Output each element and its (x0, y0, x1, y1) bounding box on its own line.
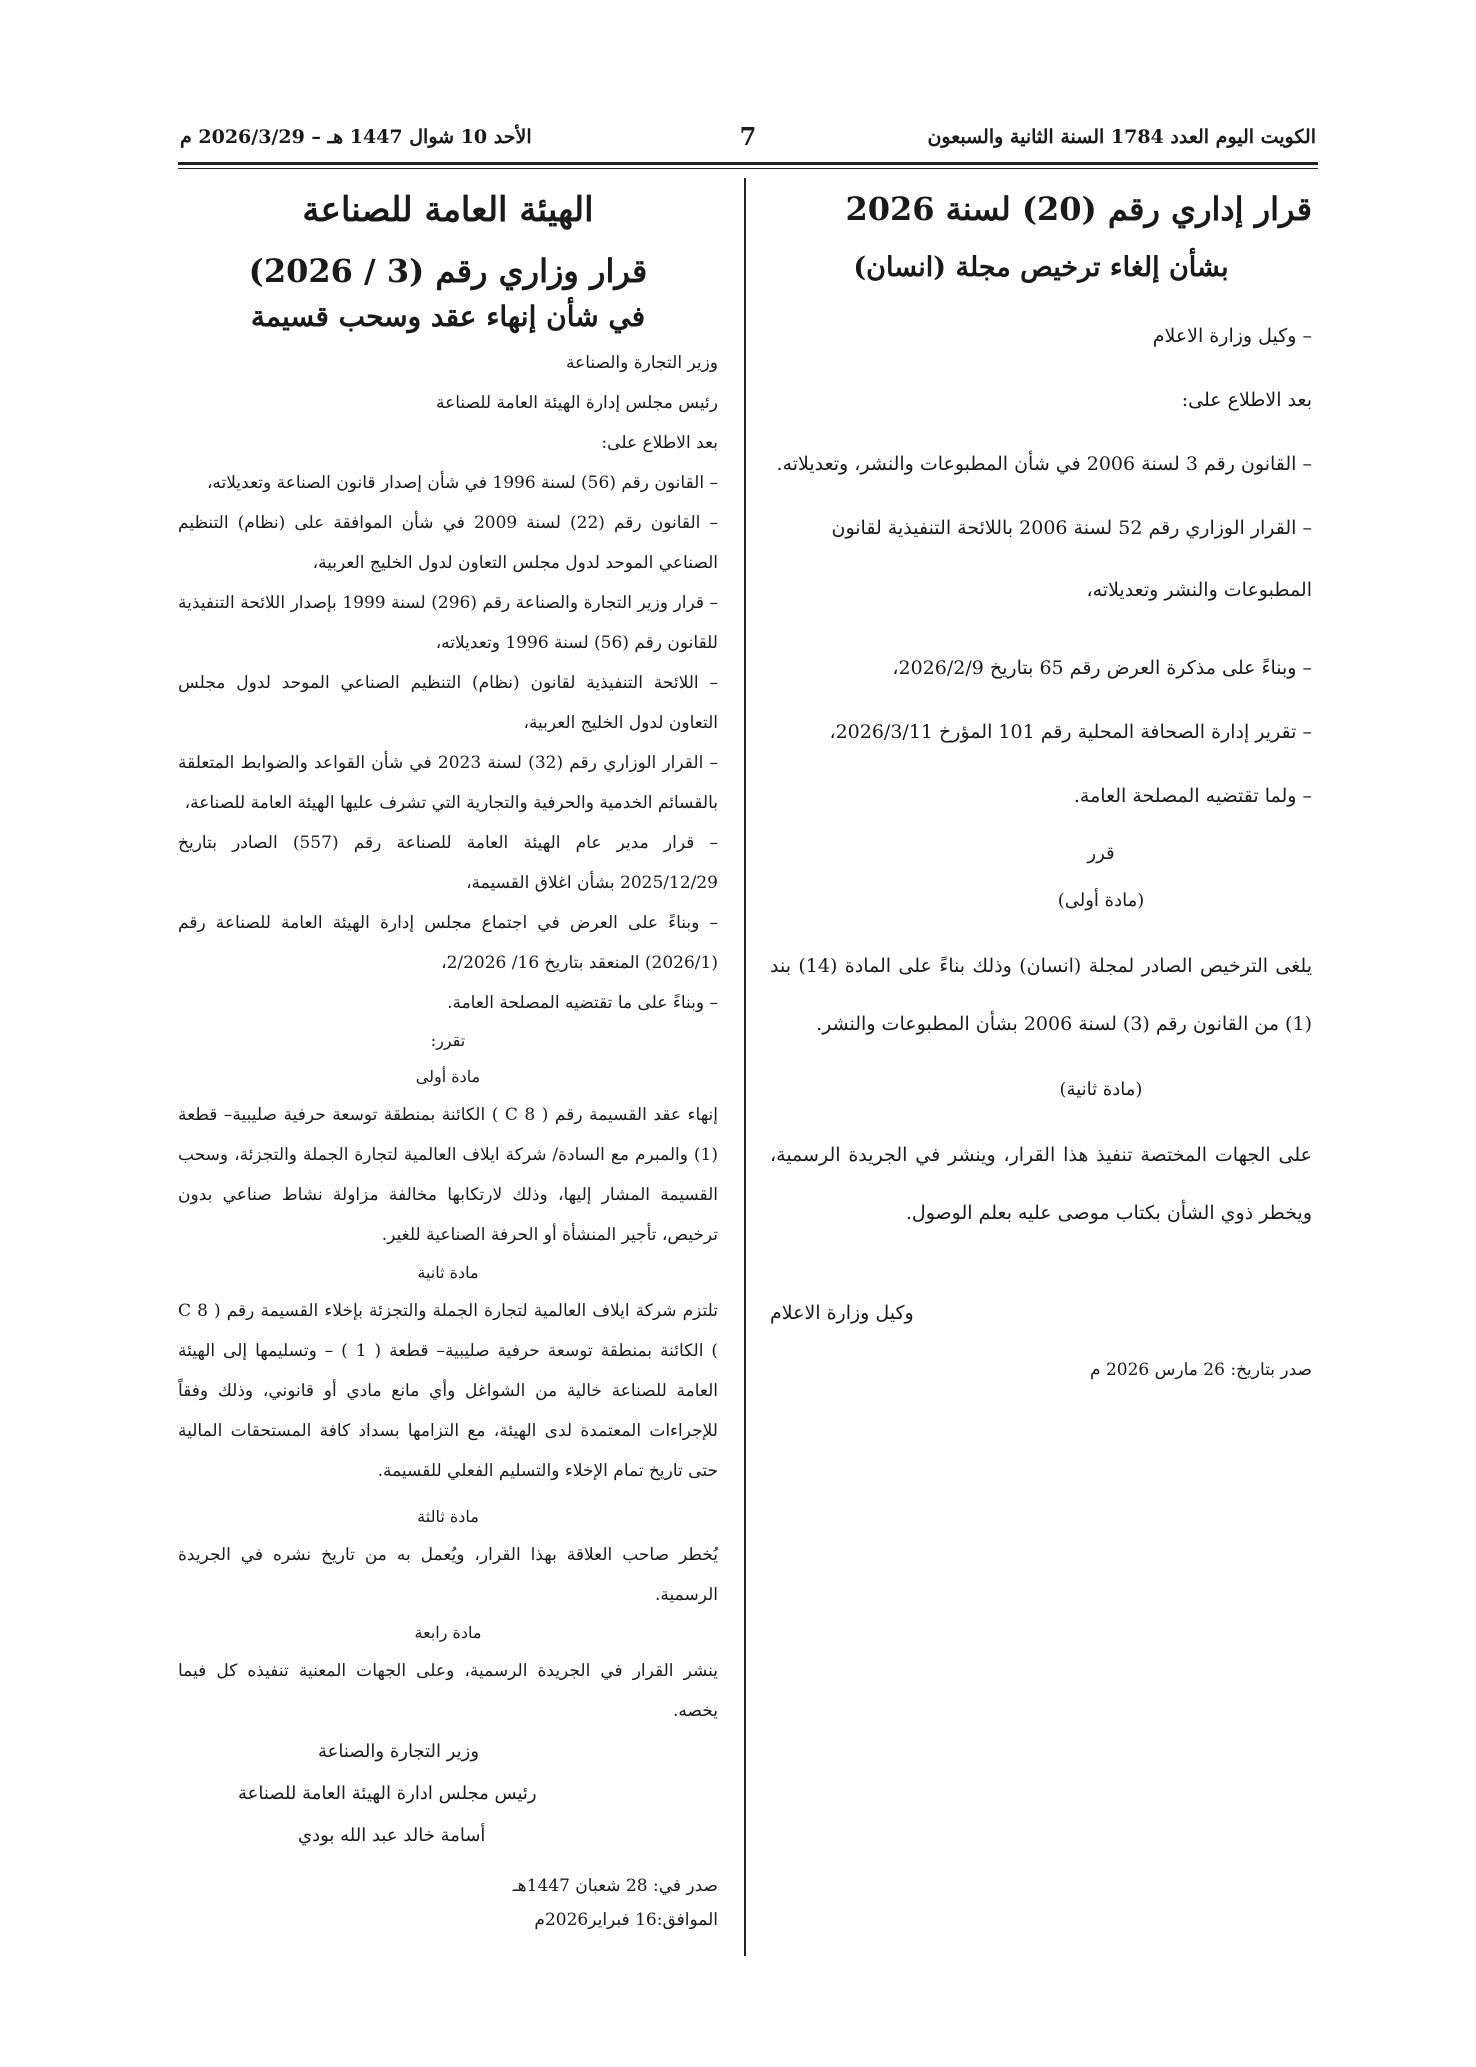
header-rule-thick (178, 162, 1318, 165)
article-3-text: يُخطر صاحب العلاقة بهذا القرار، ويُعمل به من تاريخ نشره في الجريدة الرسمية. (178, 1545, 718, 1605)
article-1-title: مادة أولى (415, 1067, 481, 1086)
issue-date-hijri: صدر في: 28 شعبان 1447هـ (512, 1876, 718, 1896)
article-2-title: (مادة ثانية) (1059, 1079, 1143, 1100)
review-item: – تقرير إدارة الصحافة المحلية رقم 101 المؤرخ 2026/3/11، (829, 721, 1312, 743)
right-column (770, 182, 1312, 1380)
issue-date: الأحد 10 شوال 1447 هـ – 2026/3/29 م (180, 126, 532, 148)
signatory-title-2: رئيس مجلس ادارة الهيئة العامة للصناعة (238, 1783, 537, 1804)
review-item: – القرار الوزاري رقم (32) لسنة 2023 في شأن القواعد والضوابط المتعلقة بالقسائم الخدمية والحرفية والتجارية التي تشرف عليها الهيئة العامة للصناعة، (178, 753, 718, 813)
page-number: 7 (739, 122, 757, 151)
header-rule-thin (178, 168, 1318, 169)
review-item: – وبناءً على العرض في اجتماع مجلس إدارة الهيئة العامة للصناعة رقم (2026/1) المنعقد بتاريخ 16/ 2/2026، (178, 913, 718, 973)
decided-label: قرر (1087, 843, 1115, 864)
review-item: – القانون رقم (22) لسنة 2009 في شأن الموافقة على (نظام) التنظيم الصناعي الموحد لدول مجلس التعاون لدول الخليج العربية، (178, 513, 718, 573)
review-item: – وبناءً على مذكرة العرض رقم 65 بتاريخ 2026/2/9، (892, 657, 1312, 679)
issuer-2: رئيس مجلس إدارة الهيئة العامة للصناعة (435, 393, 718, 413)
review-item: – قرار وزير التجارة والصناعة رقم (296) لسنة 1999 بإصدار اللائحة التنفيذية للقانون رقم (56) لسنة 1996 وتعديلاته، (178, 593, 719, 653)
review-item: – وبناءً على ما تقتضيه المصلحة العامة. (447, 993, 718, 1013)
after-review: بعد الاطلاع على: (601, 433, 718, 453)
decision-title: قرار إداري رقم (20) لسنة 2026 (845, 190, 1312, 228)
article-2-title: مادة ثانية (417, 1263, 479, 1282)
after-review: بعد الاطلاع على: (1181, 389, 1312, 411)
column-separator (744, 178, 746, 1956)
review-item: – قرار مدير عام الهيئة العامة للصناعة رقم (557) الصادر بتاريخ 2025/12/29 بشأن اغلاق القسيمة، (178, 833, 718, 893)
issue-date-gregorian: الموافق:16 فبراير2026م (534, 1910, 718, 1930)
decision-subtitle: بشأن إلغاء ترخيص مجلة (انسان) (853, 252, 1229, 283)
signature: وكيل وزارة الاعلام (770, 1302, 914, 1324)
page-header (180, 120, 1316, 160)
gazette-issue-info: الكويت اليوم العدد 1784 السنة الثانية والسبعون (927, 126, 1316, 148)
article-1-title: (مادة أولى) (1057, 890, 1145, 911)
signatory-title-1: وزير التجارة والصناعة (318, 1741, 480, 1762)
decides-label: تقرر: (430, 1031, 466, 1050)
decision-title: قرار وزاري رقم (3 / 2026) (248, 252, 648, 290)
article-3-title: مادة ثالثة (417, 1507, 479, 1526)
review-item: – القانون رقم (56) لسنة 1996 في شأن إصدار قانون الصناعة وتعديلاته، (206, 473, 718, 493)
article-4-title: مادة رابعة (414, 1623, 482, 1642)
issuer-1: وزير التجارة والصناعة (565, 353, 718, 373)
article-1-text: يلغى الترخيص الصادر لمجلة (انسان) وذلك بناءً على المادة (14) بند (1) من القانون رقم (3) لسنة 2006 بشأن المطبوعات والنشر. (770, 955, 1312, 1035)
review-item: – القانون رقم 3 لسنة 2006 في شأن المطبوعات والنشر، وتعديلاته. (776, 453, 1312, 475)
issue-date-line: صدر بتاريخ: 26 مارس 2026 م (1090, 1360, 1312, 1380)
signatory-name: أسامة خالد عبد الله بودي (298, 1825, 486, 1846)
article-4-text: ينشر القرار في الجريدة الرسمية، وعلى الجهات المعنية تنفيذه كل فيما يخصه. (178, 1661, 718, 1721)
review-item: – اللائحة التنفيذية لقانون (نظام) التنظيم الصناعي الموحد لدول مجلس التعاون لدول الخليج العربية، (178, 673, 718, 733)
authority-name: الهيئة العامة للصناعة (302, 190, 594, 230)
article-1-text: إنهاء عقد القسيمة رقم ( C 8 ) الكائنة بمنطقة توسعة حرفية صليبية– قطعة (1) والمبرم مع السادة/ شركة ايلاف العالمية لتجارة الجملة والتجزئة، وسحب القسيمة المشار إليها، وذلك لارتكابها مخالفة مزاولة نشاط صناعي بدون ترخيص، تأجير المنشأة أو الحرفة الصناعية للغير. (178, 1105, 719, 1245)
issuer: – وكيل وزارة الاعلام (1152, 325, 1312, 347)
review-item: – ولما تقتضيه المصلحة العامة. (1073, 785, 1312, 807)
decision-subtitle: في شأن إنهاء عقد وسحب قسيمة (250, 300, 646, 333)
review-item: – القرار الوزاري رقم 52 لسنة 2006 باللائحة التنفيذية لقانون المطبوعات والنشر وتعديلاته، (831, 517, 1312, 601)
left-column (178, 182, 718, 1937)
article-2-text: على الجهات المختصة تنفيذ هذا القرار، وينشر في الجريدة الرسمية، ويخطر ذوي الشأن بكتاب موصى عليه بعلم الوصول. (770, 1144, 1312, 1224)
article-2-text: تلتزم شركة ايلاف العالمية لتجارة الجملة والتجزئة بإخلاء القسيمة رقم ( C 8 ) الكائنة بمنطقة توسعة حرفية صليبية– قطعة ( 1 ) – وتسليمها إلى الهيئة العامة للصناعة خالية من الشواغل وأي مانع مادي أو قانوني، وذلك وفقاً للإجراءات المعتمدة لدى الهيئة، مع التزامها بسداد كافة المستحقات المالية حتى تاريخ تمام الإخلاء والتسليم الفعلي للقسيمة. (178, 1301, 719, 1481)
